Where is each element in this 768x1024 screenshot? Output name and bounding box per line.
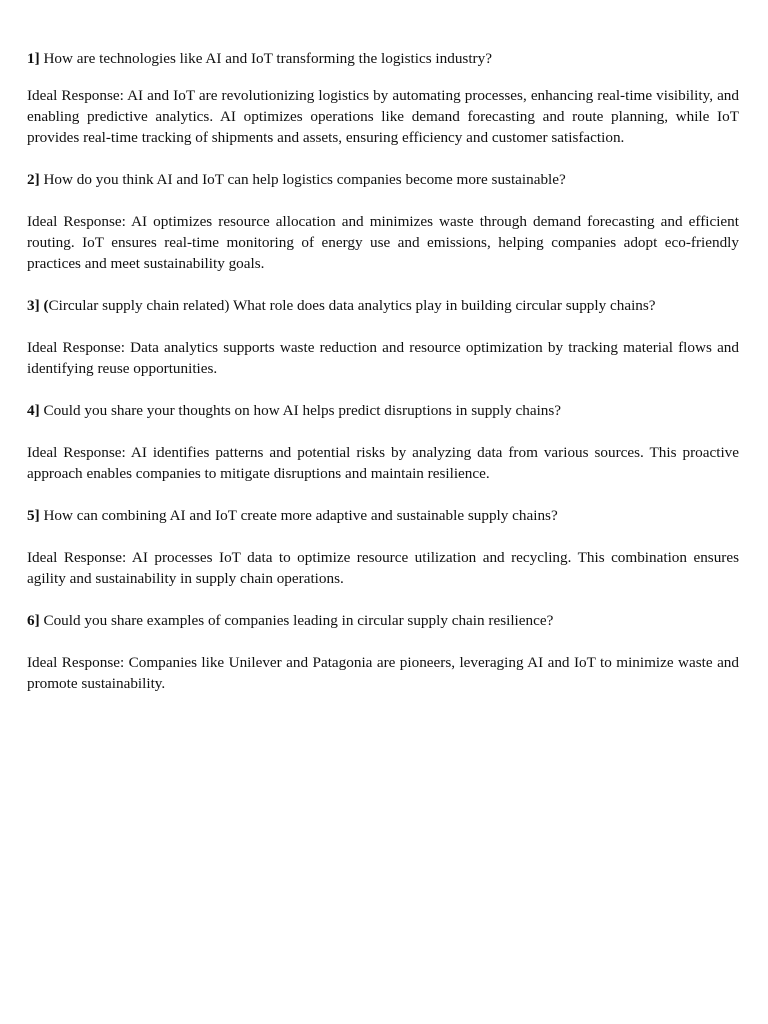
answer-2: Ideal Response: AI optimizes resource allocation and minimizes waste through demand forecasting and efficient routing. IoT ensures real-time monitoring of energy use and emissions, helping companies adopt eco-friendly practices and meet sustainability goals.: [27, 213, 739, 272]
question-text: Could you share your thoughts on how AI helps predict disruptions in supply chains?: [43, 402, 562, 419]
question-number: 5]: [27, 507, 40, 524]
question-2: [27, 169, 739, 190]
spacer: [27, 421, 739, 442]
spacer: [27, 190, 739, 211]
answer-3: Ideal Response: Data analytics supports waste reduction and resource optimization by tracking material flows and identifying reuse opportunities.: [27, 339, 739, 377]
question-text: Could you share examples of companies leading in circular supply chain resilience?: [43, 612, 554, 629]
question-6: [27, 610, 739, 631]
question-text: How are technologies like AI and IoT transforming the logistics industry?: [43, 50, 492, 67]
spacer: [27, 589, 739, 610]
answer-6: Ideal Response: Companies like Unilever and Patagonia are pioneers, leveraging AI and IoT to minimize waste and promote sustainability.: [27, 654, 739, 692]
question-text: How can combining AI and IoT create more adaptive and sustainable supply chains?: [43, 507, 558, 524]
question-5: [27, 505, 739, 526]
spacer: [27, 379, 739, 400]
answer-4: Ideal Response: AI identifies patterns and potential risks by analyzing data from various sources. This proactive approach enables companies to mitigate disruptions and maintain resilience.: [27, 444, 739, 482]
question-number: 1]: [27, 50, 40, 67]
document-page: [27, 48, 739, 694]
question-3: [27, 295, 739, 316]
spacer: [27, 316, 739, 337]
answer-1: Ideal Response: AI and IoT are revolutionizing logistics by automating processes, enhancing real-time visibility, and enabling predictive analytics. AI optimizes operations like demand forecasting and route planning, while IoT provides real-time tracking of shipments and assets, ensuring efficiency and customer satisfaction.: [27, 87, 739, 146]
question-number: 2]: [27, 171, 40, 188]
question-number: 4]: [27, 402, 40, 419]
question-number: 3] (: [27, 297, 49, 314]
spacer: [27, 148, 739, 169]
spacer: [27, 526, 739, 547]
spacer: [27, 274, 739, 295]
question-text: How do you think AI and IoT can help logistics companies become more sustainable?: [43, 171, 566, 188]
question-number: 6]: [27, 612, 40, 629]
spacer: [27, 484, 739, 505]
answer-5: Ideal Response: AI processes IoT data to optimize resource utilization and recycling. This combination ensures agility and sustainability in supply chain operations.: [27, 549, 739, 587]
spacer: [27, 631, 739, 652]
question-text: Circular supply chain related) What role does data analytics play in building circular supply chains?: [48, 297, 656, 314]
question-4: [27, 400, 739, 421]
spacer: [27, 69, 739, 85]
question-1: [27, 48, 739, 69]
